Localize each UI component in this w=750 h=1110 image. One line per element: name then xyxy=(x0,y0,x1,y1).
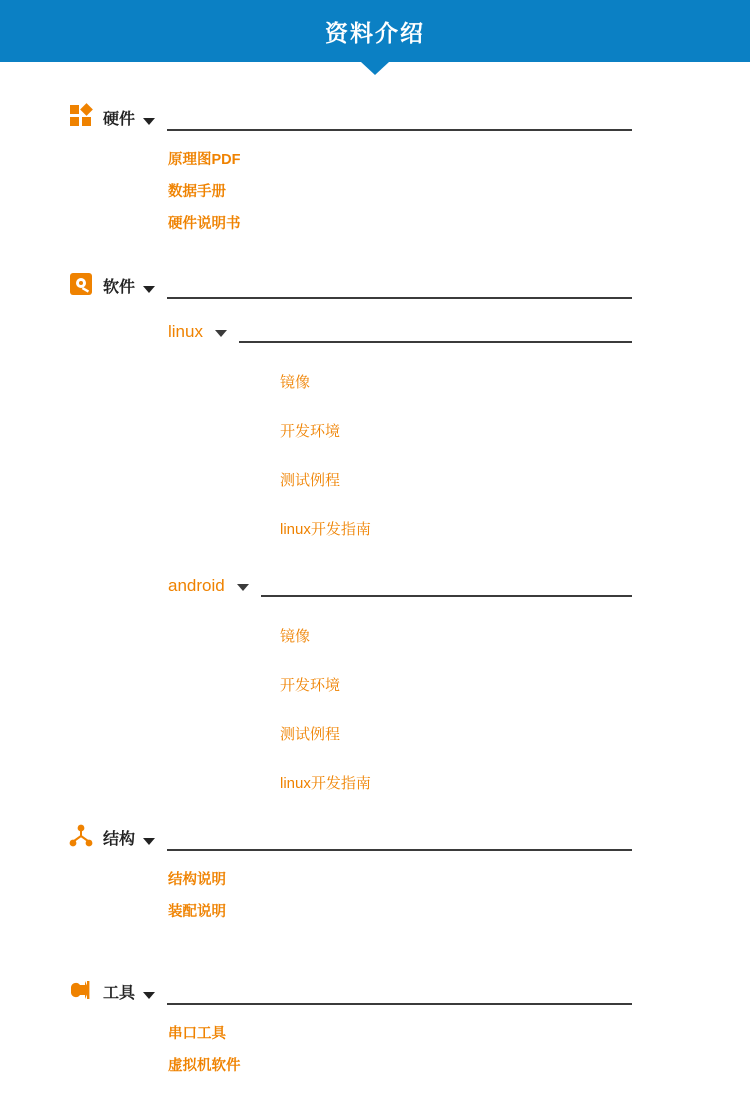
page-title: 资料介绍 xyxy=(325,19,425,46)
chevron-down-icon[interactable] xyxy=(237,584,249,591)
list-item[interactable]: 装配说明 xyxy=(168,904,226,920)
harddisk-icon xyxy=(68,271,94,297)
list-item[interactable]: 开发环境 xyxy=(280,677,341,694)
section-structure xyxy=(0,818,750,928)
section-header-structure[interactable] xyxy=(68,818,632,852)
list-item[interactable]: 开发环境 xyxy=(280,423,341,440)
link-list-linux xyxy=(280,358,750,554)
group-header-linux[interactable] xyxy=(168,316,632,344)
divider xyxy=(261,595,632,597)
section-software xyxy=(0,266,750,808)
blocks-icon xyxy=(68,103,94,129)
header-pointer-arrow xyxy=(361,62,389,75)
section-tools xyxy=(0,972,750,1082)
chevron-down-icon[interactable] xyxy=(215,330,227,337)
chevron-down-icon[interactable] xyxy=(143,286,155,293)
section-header-tools[interactable] xyxy=(68,972,632,1006)
page-header xyxy=(0,0,750,62)
spacer xyxy=(0,808,750,818)
section-header-software[interactable] xyxy=(68,266,632,300)
divider xyxy=(167,129,632,131)
list-item[interactable]: 测试例程 xyxy=(280,472,341,489)
section-label-tools: 工具 xyxy=(103,985,136,1002)
group-header-android[interactable] xyxy=(168,570,632,598)
sections-container xyxy=(0,62,750,1082)
list-item[interactable]: linux开发指南 xyxy=(280,775,371,792)
group-label-android: android xyxy=(168,576,225,595)
chevron-down-icon[interactable] xyxy=(143,992,155,999)
divider xyxy=(167,849,632,851)
chevron-down-icon[interactable] xyxy=(143,118,155,125)
sitemap-icon xyxy=(68,823,94,849)
group-label-linux: linux xyxy=(168,322,203,341)
divider xyxy=(167,297,632,299)
list-item[interactable]: 串口工具 xyxy=(168,1026,226,1042)
list-item[interactable]: 原理图PDF xyxy=(168,152,241,168)
list-item[interactable]: 虚拟机软件 xyxy=(168,1058,241,1074)
section-label-software: 软件 xyxy=(103,279,136,296)
section-label-hardware: 硬件 xyxy=(103,111,136,128)
group-android xyxy=(0,570,750,808)
section-header-hardware[interactable] xyxy=(68,98,632,132)
link-list-hardware xyxy=(168,144,750,240)
list-item[interactable]: 结构说明 xyxy=(168,872,226,888)
link-list-structure xyxy=(168,864,750,928)
list-item[interactable]: 镜像 xyxy=(280,374,311,391)
spacer xyxy=(0,928,750,972)
list-item[interactable]: 测试例程 xyxy=(280,726,341,743)
list-item[interactable]: 数据手册 xyxy=(168,184,226,200)
spacer xyxy=(0,240,750,266)
wrench-icon xyxy=(68,977,94,1003)
link-list-tools xyxy=(168,1018,750,1082)
list-item[interactable]: 硬件说明书 xyxy=(168,216,241,232)
divider xyxy=(239,341,632,343)
list-item[interactable]: linux开发指南 xyxy=(280,521,371,538)
list-item[interactable]: 镜像 xyxy=(280,628,311,645)
section-hardware xyxy=(0,98,750,240)
link-list-android xyxy=(280,612,750,808)
divider xyxy=(167,1003,632,1005)
group-linux xyxy=(0,316,750,554)
section-label-structure: 结构 xyxy=(103,831,136,848)
chevron-down-icon[interactable] xyxy=(143,838,155,845)
